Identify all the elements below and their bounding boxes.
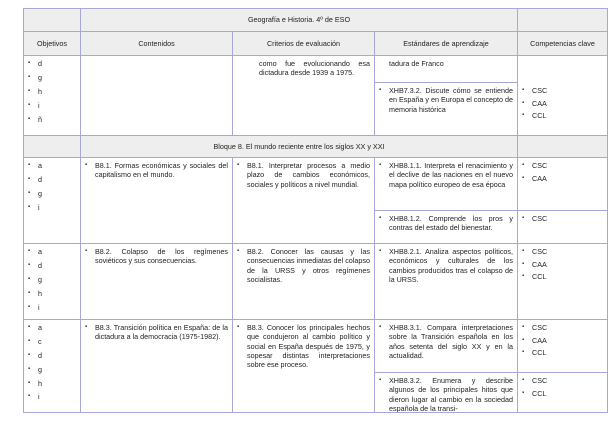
row3-contenido bbox=[80, 319, 233, 413]
objetivo-item: ▪ h bbox=[28, 379, 76, 388]
row3-objetivos bbox=[23, 319, 81, 413]
criterio-text: como fue evolucionando esa dictadura desde 1939 a 1975. bbox=[259, 59, 370, 78]
estandar-text: ▪ XHB8.3.1. Compara interpretaciones sobre la Transición española en los años setenta del siglo XX y en la actualidad. bbox=[379, 323, 513, 360]
row2-objetivos bbox=[23, 243, 81, 320]
competencia-item: ▪ CCL bbox=[522, 111, 603, 120]
criterio-text: ▪ B8.1. Interpretar procesos a medio plazo de cambios económicos, sociales y políticos a nivel mundial. bbox=[237, 161, 370, 189]
estandar-text: ▪ XHB8.2.1. Analiza aspectos políticos, económicos y culturales de los cambios producidos tras el colapso de la URSS. bbox=[379, 247, 513, 284]
objetivo-item: ▪ g bbox=[28, 275, 76, 284]
curriculum-table bbox=[23, 8, 608, 413]
cont-criterio bbox=[232, 55, 375, 136]
row2-contenido bbox=[80, 243, 233, 320]
cont-competencias bbox=[517, 55, 608, 136]
estandar-text: ▪ XHB8.1.1. Interpreta el renacimiento y el declive de las naciones en el nuevo mapa político europeo de esa época bbox=[379, 161, 513, 189]
objetivo-item: ▪ g bbox=[28, 73, 76, 82]
row3-comp-b bbox=[517, 372, 608, 413]
objetivo-item: ▪ a bbox=[28, 161, 76, 170]
contenido-text: ▪ B8.3. Transición política en España: de la dictadura a la democracia (1975-1982). bbox=[85, 323, 228, 342]
header-competencias: Competencias clave bbox=[517, 31, 608, 56]
objetivo-item: ▪ i bbox=[28, 303, 76, 312]
objetivo-item: ▪ g bbox=[28, 189, 76, 198]
header-objetivos: Objetivos bbox=[23, 31, 81, 56]
contenido-text: ▪ B8.1. Formas económicas y sociales del capitalismo en el mundo. bbox=[85, 161, 228, 180]
competencia-item: ▪ CSC bbox=[522, 376, 603, 385]
objetivo-item: ▪ a bbox=[28, 323, 76, 332]
bloque-corner-right bbox=[517, 135, 608, 158]
row1-criterio bbox=[232, 157, 375, 244]
header-contenidos: Contenidos bbox=[80, 31, 233, 56]
table-corner bbox=[23, 8, 81, 32]
competencia-item: ▪ CAA bbox=[522, 174, 603, 183]
objetivo-item: ▪ ñ bbox=[28, 115, 76, 124]
competencia-item: ▪ CCL bbox=[522, 348, 603, 357]
criterio-text: ▪ B8.3. Conocer los principales hechos que condujeron al cambio político y social en España después de 1975, y sopesar distintas interpretaciones sobre ese proceso. bbox=[237, 323, 370, 369]
cont-objetivos bbox=[23, 55, 81, 136]
table-title: Geografía e Historia. 4º de ESO bbox=[80, 8, 518, 32]
criterio-text: ▪ B8.2. Conocer las causas y las consecuencias inmediatas del colapso de la URSS y otros regímenes socialistas. bbox=[237, 247, 370, 284]
row3-criterio bbox=[232, 319, 375, 413]
row1-comp-a bbox=[517, 157, 608, 211]
header-estandares: Estándares de aprendizaje bbox=[374, 31, 518, 56]
objetivo-item: ▪ i bbox=[28, 203, 76, 212]
cont-estandar-a bbox=[374, 55, 518, 83]
row3-estandar-b bbox=[374, 372, 518, 413]
cont-contenidos bbox=[80, 55, 233, 136]
competencia-item: ▪ CSC bbox=[522, 161, 603, 170]
row1-objetivos bbox=[23, 157, 81, 244]
competencia-item: ▪ CSC bbox=[522, 214, 603, 223]
row3-comp-a bbox=[517, 319, 608, 373]
estandar-text: ▪ XHB8.1.2. Comprende los pros y contras del estado del bienestar. bbox=[379, 214, 513, 233]
row1-estandar-a bbox=[374, 157, 518, 211]
objetivo-item: ▪ h bbox=[28, 87, 76, 96]
header-criterios: Criterios de evaluación bbox=[232, 31, 375, 56]
objetivo-item: ▪ a bbox=[28, 247, 76, 256]
objetivo-item: ▪ c bbox=[28, 337, 76, 346]
competencia-item: ▪ CCL bbox=[522, 272, 603, 281]
row1-comp-b bbox=[517, 210, 608, 244]
contenido-text: ▪ B8.2. Colapso de los regímenes soviéticos y sus consecuencias. bbox=[85, 247, 228, 266]
bloque-title: Bloque 8. El mundo reciente entre los siglos XX y XXI bbox=[80, 135, 518, 158]
competencia-item: ▪ CAA bbox=[522, 260, 603, 269]
competencia-item: ▪ CAA bbox=[522, 336, 603, 345]
objetivo-item: ▪ d bbox=[28, 59, 76, 68]
objetivo-item: ▪ i bbox=[28, 392, 76, 401]
objetivo-item: ▪ d bbox=[28, 351, 76, 360]
row2-criterio bbox=[232, 243, 375, 320]
objetivo-item: ▪ g bbox=[28, 365, 76, 374]
objetivo-item: ▪ d bbox=[28, 261, 76, 270]
bloque-corner bbox=[23, 135, 81, 158]
competencia-item: ▪ CSC bbox=[522, 323, 603, 332]
row2-competencias bbox=[517, 243, 608, 320]
objetivo-item: ▪ i bbox=[28, 101, 76, 110]
row3-estandar-a bbox=[374, 319, 518, 373]
estandar-text: ▪ XHB7.3.2. Discute cómo se entiende en España y en Europa el concepto de memoria histórica bbox=[379, 86, 513, 114]
objetivo-item: ▪ h bbox=[28, 289, 76, 298]
estandar-text: ▪ XHB8.3.2. Enumera y describe algunos de los principales hitos que dieron lugar al cambio en la sociedad española de la transi- bbox=[379, 376, 513, 413]
competencia-item: ▪ CAA bbox=[522, 99, 603, 108]
cont-estandar-b bbox=[374, 82, 518, 136]
row2-estandar bbox=[374, 243, 518, 320]
row1-contenido bbox=[80, 157, 233, 244]
objetivo-item: ▪ d bbox=[28, 175, 76, 184]
competencia-item: ▪ CCL bbox=[522, 389, 603, 398]
estandar-text: tadura de Franco bbox=[389, 59, 444, 68]
competencia-item: ▪ CSC bbox=[522, 247, 603, 256]
competencia-item: ▪ CSC bbox=[522, 86, 603, 95]
table-corner-right bbox=[517, 8, 608, 32]
row1-estandar-b bbox=[374, 210, 518, 244]
